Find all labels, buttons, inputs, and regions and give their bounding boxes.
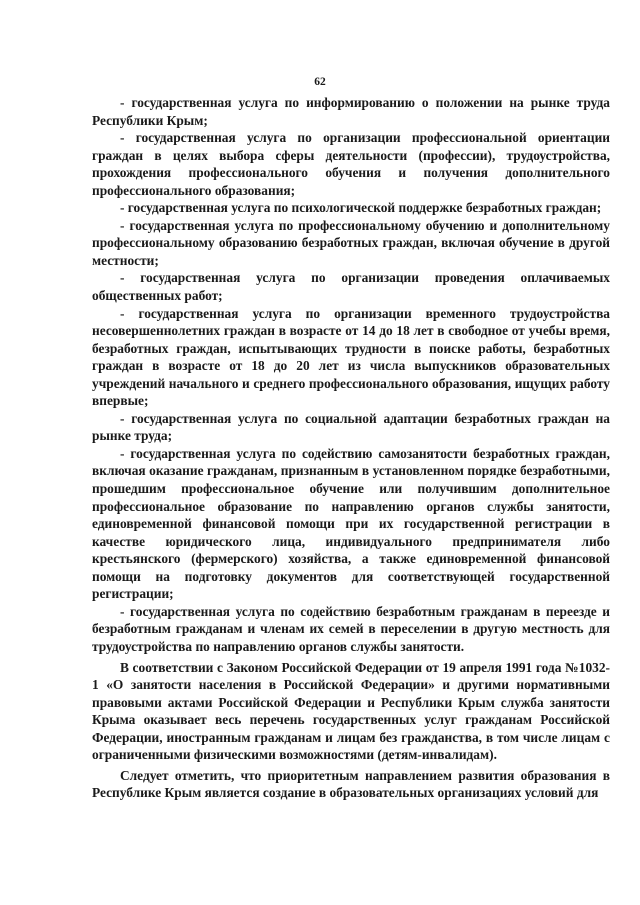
page-number: 62 (314, 76, 326, 88)
list-item-temporary-employment: - государственная услуга по организации временного трудоустройства несовершеннолетних граждан в возрасте от 14 до 18 лет в свободное от учебы время, безработных граждан, испытывающих трудности в поиске работы, безработных граждан в возрасте от 18 до 20 лет из числа выпускников образовательных учреждений начального и среднего профессионального образования, ищущих работу впервые; (92, 305, 610, 409)
list-item-public-works: - государственная услуга по организации проведения оплачиваемых общественных работ; (92, 270, 610, 304)
list-item-relocation: - государственная услуга по содействию безработным гражданам в переезде и безработным гражданам и членам их семей в переселении в другую местность для трудоустройства по направлению органов службы занятости. (92, 603, 610, 654)
document-body (92, 94, 610, 802)
list-item-psychological-support: - государственная услуга по психологической поддержке безработных граждан; (120, 200, 602, 216)
list-item-social-adaptation: - государственная услуга по социальной адаптации безработных граждан на рынке труда; (92, 410, 610, 444)
paragraph-education-priority: Следует отметить, что приоритетным направлением развития образования в Республике Крым является создание в образовательных организациях условий для (92, 767, 610, 801)
list-item-career-guidance: - государственная услуга по организации профессиональной ориентации граждан в целях выбора сферы деятельности (профессии), трудоустройства, прохождения профессионального обучения и получения дополнительного профессионального образования; (92, 130, 610, 198)
list-item-self-employment: - государственная услуга по содействию самозанятости безработных граждан, включая оказание гражданам, признанным в установленном порядке безработными, прошедшим профессиональное обучение или получившим дополнительное профессиональное образование по направлению органов службы занятости, единовременной финансовой помощи при их государственной регистрации в качестве юридического лица, индивидуального предпринимателя либо крестьянского (фермерского) хозяйства, а также единовременной финансовой помощи на подготовку документов для соответствующей государственной регистрации; (92, 445, 610, 602)
list-item-labor-market-info: - государственная услуга по информированию о положении на рынке труда Республики Крым; (92, 95, 610, 128)
list-item-vocational-training: - государственная услуга по профессиональному обучению и дополнительному профессиональному образованию безработных граждан, включая обучение в другой местности; (92, 217, 610, 268)
paragraph-law-reference: В соответствии с Законом Российской Федерации от 19 апреля 1991 года №1032-1 «О занятости населения в Российской Федерации» и другими нормативными правовыми актами Российской Федерации и Республики Крым служба занятости Крыма оказывает весь перечень государственных услуг гражданам Российской Федерации, иностранным гражданам и лицам без гражданства, в том числе лицам с ограниченными физическими возможностями (детям-инвалидам). (92, 659, 610, 763)
